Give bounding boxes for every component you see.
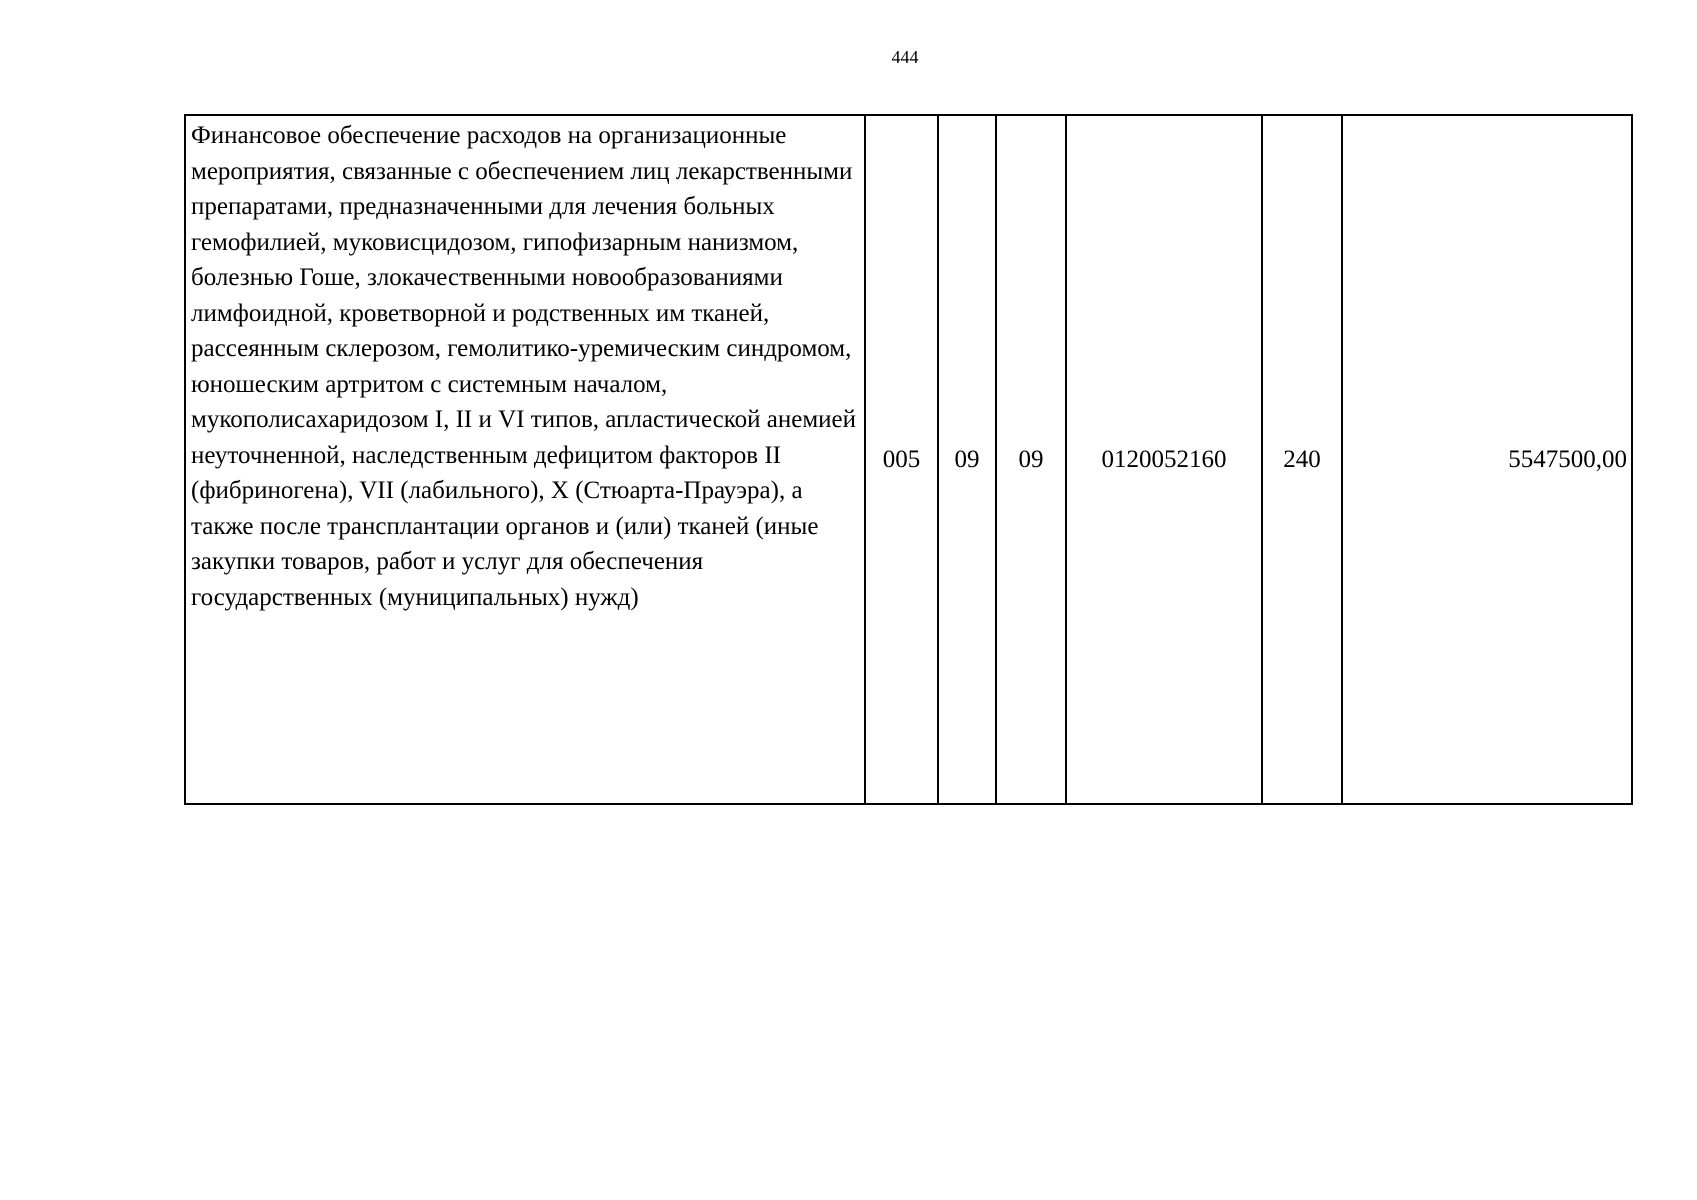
section-code: 09 xyxy=(938,115,996,804)
page-number: 444 xyxy=(891,47,919,67)
subsection-code: 09 xyxy=(996,115,1066,804)
table-row xyxy=(185,115,1632,804)
target-article-code: 0120052160 xyxy=(1066,115,1262,804)
ministry-code: 005 xyxy=(865,115,938,804)
amount: 5547500,00 xyxy=(1342,115,1632,804)
budget-table xyxy=(184,114,1633,805)
expense-description: Финансовое обеспечение расходов на организационные мероприятия, связанные с обеспечением лиц лекарственными препаратами, предназначенными для лечения больных гемофилией, муковисцидозом, гипофизарным нанизмом, болезнью Гоше, злокачественными новообразованиями лимфоидной, кроветворной и родственных им тканей, рассеянным склерозом, гемолитико-уремическим синдромом, юношеским артритом с системным началом, мукополисахаридозом I, II и VI типов, апластической анемией неуточненной, наследственным дефицитом факторов II (фибриногена), VII (лабильного), X (Стюарта-Прауэра), а также после трансплантации органов и (или) тканей (иные закупки товаров, работ и услуг для обеспечения государственных (муниципальных) нужд) xyxy=(185,115,865,804)
expense-type-code: 240 xyxy=(1262,115,1342,804)
